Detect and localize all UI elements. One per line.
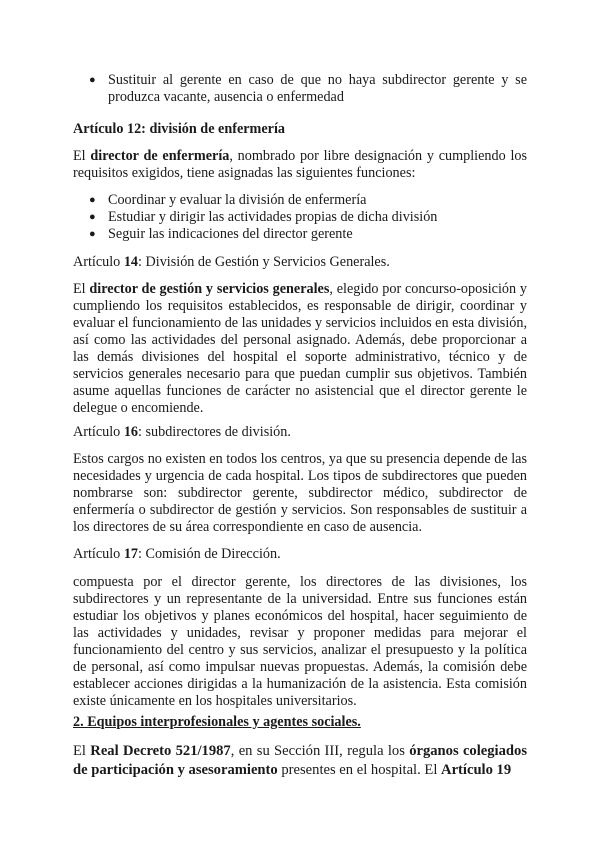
article-12-paragraph: El director de enfermería, nombrado por libre designación y cumpliendo los requisitos exigidos, tiene asignadas las siguientes funciones: — [73, 148, 528, 181]
bullet-icon: ● — [89, 194, 96, 206]
list-item — [89, 226, 527, 243]
article-14-label: Artículo 14: División de Gestión y Servicios Generales. — [73, 254, 390, 270]
list-item — [89, 192, 527, 209]
list-item-text: Sustituir al gerente en caso de que no haya subdirector gerente y se produzca vacante, ausencia o enfermedad — [108, 72, 527, 105]
bold-term: órganos colegiados de participación y asesoramiento — [73, 743, 527, 778]
article-14-paragraph: El director de gestión y servicios generales, elegido por concurso-oposición y cumpliendo los requisitos establecidos, es responsable de dirigir, coordinar y evaluar el funcionamiento de las unidades y servicios incluidos en esta división, así como las actividades del personal asignado. Además, debe proporcionar a las demás divisiones del hospital el soporte administrativo, técnico y de servicios generales necesario para que puedan cumplir sus objetivos. También asume aquellas funciones de carácter no asistencial que el director gerente le delegue o encomiende. — [73, 281, 528, 416]
bold-term: director de gestión y servicios generales — [89, 281, 330, 297]
list-item-text: Estudiar y dirigir las actividades propias de dicha división — [108, 209, 438, 225]
bullet-icon: ● — [89, 211, 96, 223]
bullet-icon: ● — [89, 74, 96, 86]
article-16-label: Artículo 16: subdirectores de división. — [73, 424, 291, 440]
article-17-paragraph: compuesta por el director gerente, los directores de las divisiones, los subdirectores y un representante de la universidad. Entre sus funciones están estudiar los objetivos y planes económicos del hospital, hacer seguimiento de las actividades y unidades, revisar y proponer medidas para mejorar el funcionamiento del centro y sus servicios, analizar el presupuesto y la política de personal, así como impulsar nuevas propuestas. Además, la comisión debe establecer acciones dirigidas a la humanización de la asistencia. Esta comisión existe únicamente en los hospitales universitarios. — [73, 574, 527, 709]
article-12-heading — [73, 121, 527, 138]
bold-term: director de enfermería — [90, 148, 230, 164]
list-item-text: Coordinar y evaluar la división de enfermería — [108, 192, 367, 208]
list-item-text: Seguir las indicaciones del director gerente — [108, 226, 353, 242]
section-2-heading — [73, 714, 527, 731]
bold-term: Real Decreto 521/1987 — [90, 743, 231, 759]
list-item — [89, 209, 527, 226]
bold-term: Artículo 19 — [441, 762, 512, 778]
bullet-icon: ● — [89, 228, 96, 240]
section-heading: Artículo 12: división de enfermería — [73, 121, 285, 137]
section-heading: 2. Equipos interprofesionales y agentes sociales. — [73, 714, 361, 730]
section-2-paragraph: El Real Decreto 521/1987, en su Sección III, regula los órganos colegiados de participación y asesoramiento presentes en el hospital. El Artículo 19 — [73, 743, 527, 778]
list-item — [89, 72, 527, 106]
article-17-label: Artículo 17: Comisión de Dirección. — [73, 546, 281, 562]
article-16-paragraph: Estos cargos no existen en todos los centros, ya que su presencia depende de las necesidades y urgencia de cada hospital. Los tipos de subdirectores que pueden nombrarse son: subdirector gerente, subdirector médico, subdirector de enfermería o subdirector de gestión y servicios. Son responsables de sustituir a los directores de su área correspondiente en caso de ausencia. — [73, 451, 527, 535]
